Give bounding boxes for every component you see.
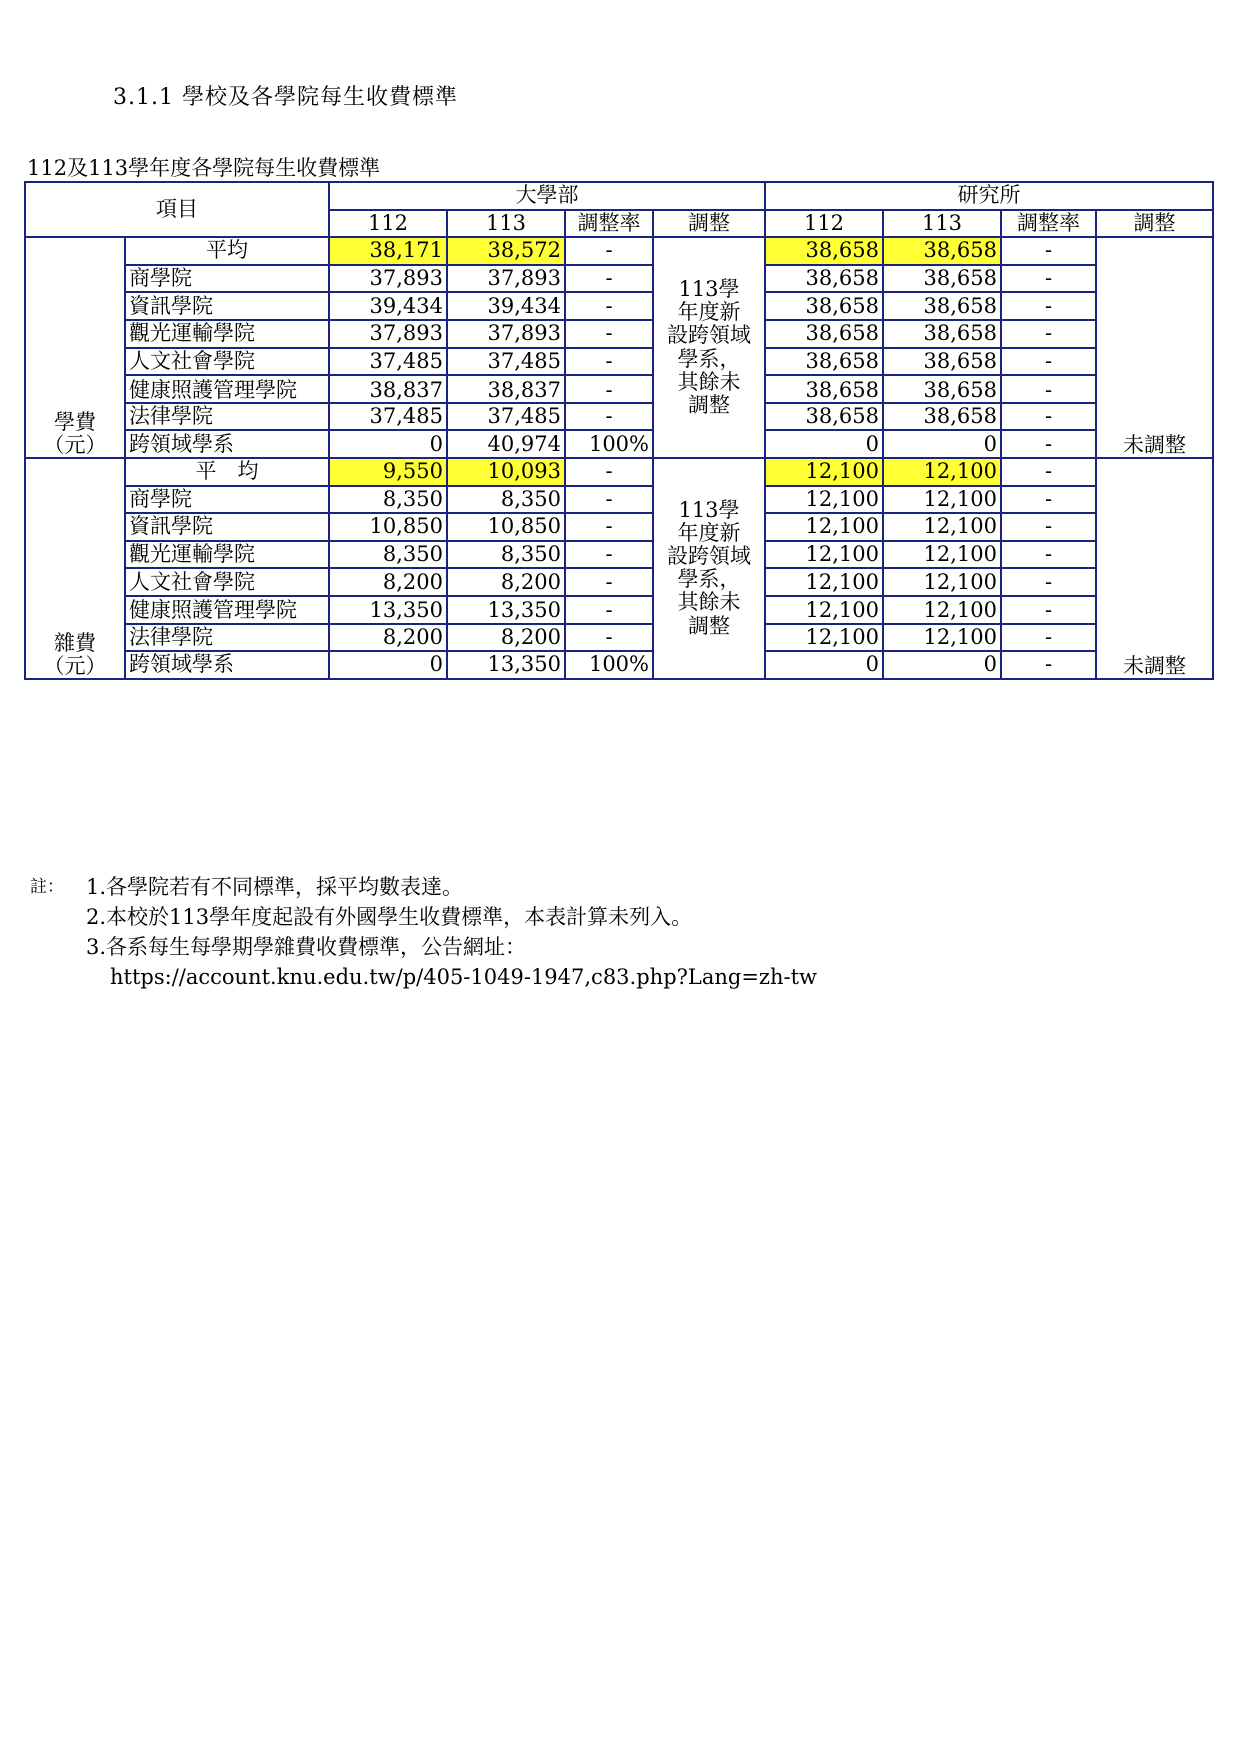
undergrad-112: 0 <box>329 430 447 458</box>
undergrad-113: 37,485 <box>447 403 565 431</box>
adjust-line: 113學 <box>678 277 740 302</box>
grad-112: 12,100 <box>765 568 883 596</box>
grad-rate: - <box>1001 458 1096 486</box>
grad-112: 12,100 <box>765 486 883 514</box>
adjust-line: 年度新 <box>677 521 741 546</box>
undergrad-112: 37,893 <box>329 265 447 293</box>
adjust-line: 其餘未 <box>677 590 741 615</box>
undergrad-rate: - <box>565 292 653 320</box>
grad-rate: - <box>1001 624 1096 652</box>
undergrad-113: 37,893 <box>447 320 565 348</box>
undergrad-113: 13,350 <box>447 596 565 624</box>
grad-rate: - <box>1001 513 1096 541</box>
undergrad-113: 13,350 <box>447 651 565 679</box>
grad-113: 0 <box>883 430 1001 458</box>
undergrad-112: 37,485 <box>329 403 447 431</box>
undergrad-113: 8,350 <box>447 541 565 569</box>
grad-rate: - <box>1001 651 1096 679</box>
grad-112: 12,100 <box>765 596 883 624</box>
undergrad-112: 37,893 <box>329 320 447 348</box>
grad-113: 38,658 <box>883 348 1001 376</box>
adjust-line: 學系， <box>677 346 741 371</box>
tuition-undergrad-adjust <box>653 237 765 458</box>
grad-rate: - <box>1001 348 1096 376</box>
grad-113: 12,100 <box>883 541 1001 569</box>
grad-113: 12,100 <box>883 513 1001 541</box>
grad-rate: - <box>1001 292 1096 320</box>
grad-rate: - <box>1001 568 1096 596</box>
misc-row <box>25 596 1213 624</box>
grad-112: 38,658 <box>765 348 883 376</box>
grad-rate: - <box>1001 237 1096 265</box>
grad-rate: - <box>1001 265 1096 293</box>
grad-112: 12,100 <box>765 624 883 652</box>
header-gadjust: 調整 <box>1096 210 1213 238</box>
undergrad-112: 9,550 <box>329 458 447 486</box>
grad-113: 0 <box>883 651 1001 679</box>
undergrad-rate: 100% <box>565 430 653 458</box>
grad-113: 12,100 <box>883 624 1001 652</box>
grad-113: 38,658 <box>883 320 1001 348</box>
note-line-1: 1.各學院若有不同標準，採平均數表達。 <box>86 875 464 899</box>
adjust-line: 設跨領域 <box>667 544 751 569</box>
tuition-row <box>25 348 1213 376</box>
college-name: 健康照護管理學院 <box>125 375 329 403</box>
header-grad: 研究所 <box>765 182 1213 210</box>
grad-113: 12,100 <box>883 596 1001 624</box>
tuition-grad-adjust: 未調整 <box>1096 237 1213 458</box>
college-name: 健康照護管理學院 <box>125 596 329 624</box>
grad-112: 38,658 <box>765 320 883 348</box>
grad-rate: - <box>1001 403 1096 431</box>
grad-113: 38,658 <box>883 403 1001 431</box>
note-line-3: 3.各系每生每學期學雜費收費標準，公告網址： <box>86 935 527 959</box>
grad-112: 12,100 <box>765 458 883 486</box>
undergrad-113: 40,974 <box>447 430 565 458</box>
undergrad-rate: - <box>565 237 653 265</box>
misc-grad-adjust: 未調整 <box>1096 458 1213 679</box>
tuition-category-line: （元） <box>43 432 107 457</box>
misc-row <box>25 541 1213 569</box>
undergrad-rate: - <box>565 596 653 624</box>
undergrad-112: 8,200 <box>329 624 447 652</box>
undergrad-rate: - <box>565 568 653 596</box>
college-name: 觀光運輸學院 <box>125 320 329 348</box>
college-name: 商學院 <box>125 265 329 293</box>
undergrad-113: 10,093 <box>447 458 565 486</box>
undergrad-rate: - <box>565 348 653 376</box>
undergrad-rate: - <box>565 513 653 541</box>
grad-112: 38,658 <box>765 292 883 320</box>
grad-112: 38,658 <box>765 403 883 431</box>
undergrad-rate: - <box>565 624 653 652</box>
header-g112: 112 <box>765 210 883 238</box>
section-title: 3.1.1 學校及各學院每生收費標準 <box>113 85 458 110</box>
undergrad-113: 37,893 <box>447 265 565 293</box>
fee-table <box>24 181 1214 680</box>
misc-category-line: （元） <box>43 653 107 678</box>
undergrad-112: 13,350 <box>329 596 447 624</box>
college-name: 人文社會學院 <box>125 568 329 596</box>
misc-row <box>25 458 1213 486</box>
college-name: 人文社會學院 <box>125 348 329 376</box>
grad-113: 38,658 <box>883 237 1001 265</box>
tuition-row <box>25 403 1213 431</box>
adjust-line: 調整 <box>688 613 730 638</box>
misc-row <box>25 486 1213 514</box>
grad-rate: - <box>1001 430 1096 458</box>
tuition-category <box>25 237 125 458</box>
misc-category <box>25 458 125 679</box>
misc-category-line: 雜費 <box>54 630 96 655</box>
header-item: 項目 <box>25 182 329 237</box>
adjust-line: 學系， <box>677 567 741 592</box>
tuition-category-line: 學費 <box>54 409 96 434</box>
adjust-line: 調整 <box>688 392 730 417</box>
undergrad-113: 10,850 <box>447 513 565 541</box>
grad-rate: - <box>1001 541 1096 569</box>
undergrad-rate: - <box>565 403 653 431</box>
grad-113: 12,100 <box>883 486 1001 514</box>
note-url[interactable]: https://account.knu.edu.tw/p/405-1049-1947,c83.php?Lang=zh-tw <box>110 965 818 989</box>
header-grate: 調整率 <box>1001 210 1096 238</box>
college-name: 商學院 <box>125 486 329 514</box>
grad-rate: - <box>1001 320 1096 348</box>
undergrad-113: 38,572 <box>447 237 565 265</box>
grad-113: 12,100 <box>883 458 1001 486</box>
misc-row <box>25 513 1213 541</box>
undergrad-113: 37,485 <box>447 348 565 376</box>
header-uadjust: 調整 <box>653 210 765 238</box>
misc-row <box>25 624 1213 652</box>
grad-112: 38,658 <box>765 237 883 265</box>
misc-row <box>25 568 1213 596</box>
grad-112: 0 <box>765 430 883 458</box>
undergrad-113: 38,837 <box>447 375 565 403</box>
undergrad-113: 8,200 <box>447 568 565 596</box>
undergrad-112: 0 <box>329 651 447 679</box>
grad-112: 12,100 <box>765 513 883 541</box>
notes-label: 註： <box>30 877 64 897</box>
header-u113: 113 <box>447 210 565 238</box>
header-u112: 112 <box>329 210 447 238</box>
college-name: 資訊學院 <box>125 292 329 320</box>
undergrad-rate: - <box>565 458 653 486</box>
undergrad-112: 37,485 <box>329 348 447 376</box>
grad-112: 0 <box>765 651 883 679</box>
undergrad-rate: - <box>565 486 653 514</box>
misc-row <box>25 651 1213 679</box>
undergrad-rate: - <box>565 375 653 403</box>
tuition-row <box>25 320 1213 348</box>
header-undergrad: 大學部 <box>329 182 765 210</box>
college-name: 法律學院 <box>125 403 329 431</box>
tuition-row <box>25 237 1213 265</box>
undergrad-112: 8,350 <box>329 486 447 514</box>
undergrad-rate: - <box>565 265 653 293</box>
undergrad-112: 38,171 <box>329 237 447 265</box>
college-name: 資訊學院 <box>125 513 329 541</box>
tuition-row <box>25 292 1213 320</box>
adjust-line: 年度新 <box>677 300 741 325</box>
grad-112: 38,658 <box>765 265 883 293</box>
tuition-row <box>25 375 1213 403</box>
undergrad-112: 10,850 <box>329 513 447 541</box>
adjust-line: 其餘未 <box>677 369 741 394</box>
grad-113: 12,100 <box>883 568 1001 596</box>
table-caption: 112及113學年度各學院每生收費標準 <box>27 156 381 180</box>
college-name: 法律學院 <box>125 624 329 652</box>
undergrad-113: 39,434 <box>447 292 565 320</box>
undergrad-112: 38,837 <box>329 375 447 403</box>
misc-undergrad-adjust <box>653 458 765 679</box>
grad-rate: - <box>1001 596 1096 624</box>
undergrad-rate: - <box>565 320 653 348</box>
grad-113: 38,658 <box>883 265 1001 293</box>
grad-rate: - <box>1001 486 1096 514</box>
adjust-line: 設跨領域 <box>667 323 751 348</box>
undergrad-113: 8,200 <box>447 624 565 652</box>
tuition-row <box>25 430 1213 458</box>
undergrad-113: 8,350 <box>447 486 565 514</box>
college-name: 平 均 <box>125 458 329 486</box>
college-name: 跨領域學系 <box>125 651 329 679</box>
undergrad-rate: 100% <box>565 651 653 679</box>
grad-113: 38,658 <box>883 375 1001 403</box>
adjust-line: 113學 <box>678 498 740 523</box>
undergrad-112: 8,350 <box>329 541 447 569</box>
college-name: 跨領域學系 <box>125 430 329 458</box>
college-name: 平均 <box>125 237 329 265</box>
grad-112: 38,658 <box>765 375 883 403</box>
undergrad-112: 39,434 <box>329 292 447 320</box>
undergrad-112: 8,200 <box>329 568 447 596</box>
grad-rate: - <box>1001 375 1096 403</box>
undergrad-rate: - <box>565 541 653 569</box>
grad-113: 38,658 <box>883 292 1001 320</box>
grad-112: 12,100 <box>765 541 883 569</box>
tuition-row <box>25 265 1213 293</box>
note-line-2: 2.本校於113學年度起設有外國學生收費標準，本表計算未列入。 <box>86 905 693 929</box>
college-name: 觀光運輸學院 <box>125 541 329 569</box>
header-g113: 113 <box>883 210 1001 238</box>
header-urate: 調整率 <box>565 210 653 238</box>
